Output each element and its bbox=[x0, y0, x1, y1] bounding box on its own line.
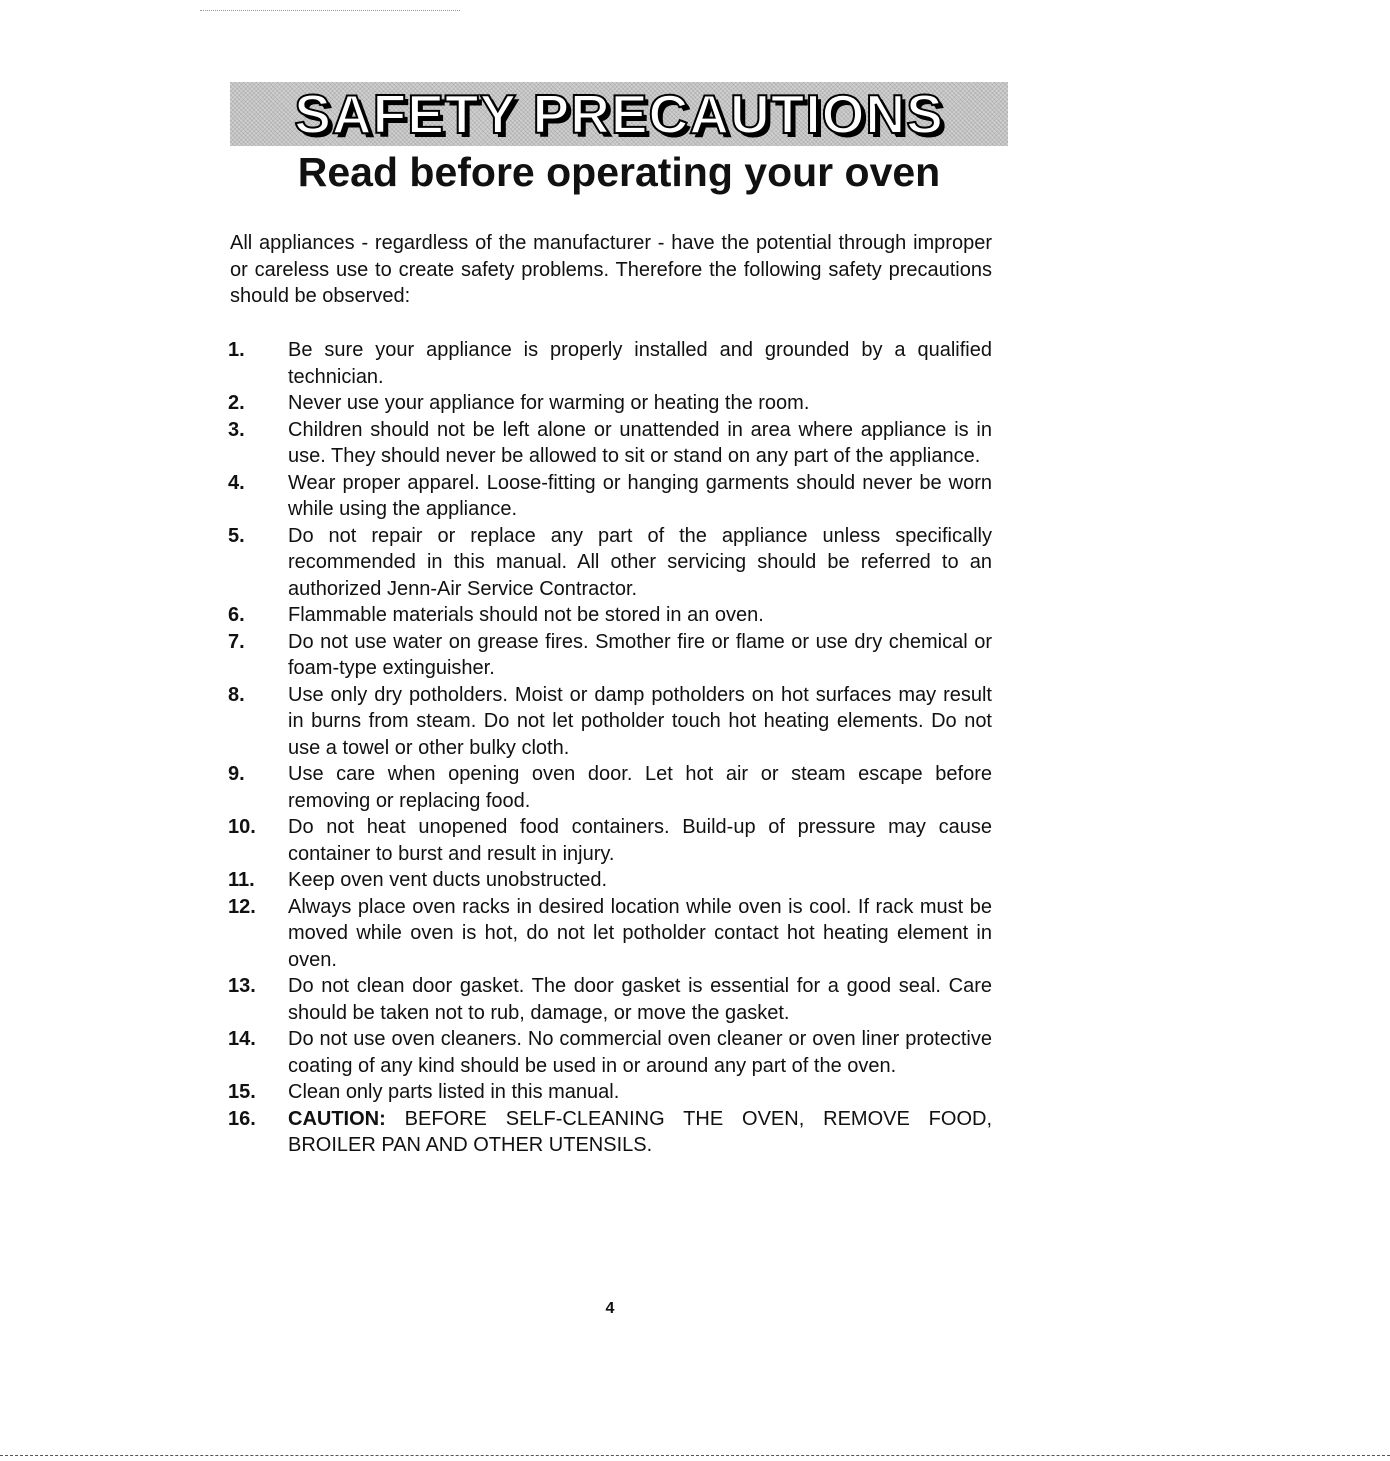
item-number: 16. bbox=[228, 1107, 256, 1130]
item-text: Clean only parts listed in this manual. bbox=[288, 1081, 620, 1103]
list-item bbox=[228, 337, 992, 390]
item-number: 7. bbox=[228, 630, 245, 653]
item-text: Keep oven vent ducts unobstructed. bbox=[288, 869, 608, 891]
bottom-edge-rule bbox=[0, 1455, 1390, 1456]
item-text: Flammable materials should not be stored in an oven. bbox=[288, 604, 764, 626]
item-number: 9. bbox=[228, 763, 245, 785]
page-number: 4 bbox=[605, 1300, 615, 1317]
caution-text-block bbox=[288, 1106, 992, 1159]
item-number: 5. bbox=[228, 524, 245, 547]
item-text: Always place oven racks in desired location while oven is cool. If rack must be moved while oven is hot, do not let potholder contact hot heating element in oven. bbox=[288, 895, 992, 971]
caution-label: CAUTION: bbox=[288, 1107, 386, 1130]
item-number: 2. bbox=[228, 392, 245, 414]
item-number: 1. bbox=[228, 339, 245, 361]
item-number: 14. bbox=[228, 1028, 256, 1050]
list-item bbox=[228, 470, 992, 523]
item-text: Do not heat unopened food containers. Build-up of pressure may cause container to burst and result in injury. bbox=[288, 816, 992, 865]
page-subtitle: Read before operating your oven bbox=[297, 149, 941, 195]
item-text: Do not repair or replace any part of the appliance unless specifically recommended in this manual. All other servicing should be referred to an authorized Jenn-Air Service Contractor. bbox=[288, 524, 992, 600]
item-number: 10. bbox=[228, 816, 256, 838]
item-text: Children should not be left alone or unattended in area where appliance is in use. They should never be allowed to sit or stand on any part of the appliance. bbox=[288, 418, 992, 467]
list-item bbox=[228, 814, 992, 867]
item-number: 3. bbox=[228, 418, 245, 441]
list-item bbox=[228, 682, 992, 762]
item-number: 15. bbox=[228, 1081, 256, 1103]
safety-list bbox=[228, 337, 992, 1159]
item-number: 13. bbox=[228, 975, 256, 997]
intro-paragraph: All appliances - regardless of the manufacturer - have the potential through improper or careless use to create safety problems. Therefore the following safety precautions should be observed: bbox=[230, 232, 992, 307]
list-item bbox=[228, 390, 992, 417]
caution-text: BEFORE SELF-CLEANING THE OVEN, REMOVE FOOD, BROILER PAN AND OTHER UTENSILS. bbox=[288, 1107, 992, 1156]
list-item bbox=[228, 417, 992, 470]
item-number: 4. bbox=[228, 471, 245, 494]
caution-item bbox=[228, 1106, 992, 1159]
list-item bbox=[228, 973, 992, 1026]
page-title: SAFETY PRECAUTIONS bbox=[294, 83, 944, 145]
item-number: 6. bbox=[228, 604, 245, 626]
item-text: Wear proper apparel. Loose-fitting or hanging garments should never be worn while using the appliance. bbox=[288, 471, 992, 520]
list-item bbox=[228, 523, 992, 603]
item-text: Do not use water on grease fires. Smother fire or flame or use dry chemical or foam-type extinguisher. bbox=[288, 630, 992, 679]
item-text: Do not use oven cleaners. No commercial oven cleaner or oven liner protective coating of any kind should be used in or around any part of the oven. bbox=[288, 1028, 992, 1077]
item-number: 12. bbox=[228, 895, 256, 918]
item-text: Do not clean door gasket. The door gasket is essential for a good seal. Care should be taken not to rub, damage, or move the gasket. bbox=[288, 975, 992, 1024]
item-text: Never use your appliance for warming or heating the room. bbox=[288, 392, 810, 414]
list-item bbox=[228, 1079, 992, 1106]
item-text: Use care when opening oven door. Let hot air or steam escape before removing or replacing food. bbox=[288, 763, 992, 812]
item-text: Be sure your appliance is properly installed and grounded by a qualified technician. bbox=[288, 339, 992, 388]
scan-artifact-marks bbox=[200, 10, 460, 11]
list-item bbox=[228, 602, 992, 629]
item-number: 8. bbox=[228, 683, 245, 706]
list-item bbox=[228, 867, 992, 894]
list-item bbox=[228, 761, 992, 814]
title-banner bbox=[230, 82, 1008, 146]
list-item bbox=[228, 894, 992, 974]
item-number: 11. bbox=[228, 869, 255, 891]
list-item bbox=[228, 1026, 992, 1079]
item-text: Use only dry potholders. Moist or damp potholders on hot surfaces may result in burns from steam. Do not let potholder touch hot heating elements. Do not use a towel or other bulky cloth. bbox=[288, 683, 992, 759]
list-item bbox=[228, 629, 992, 682]
